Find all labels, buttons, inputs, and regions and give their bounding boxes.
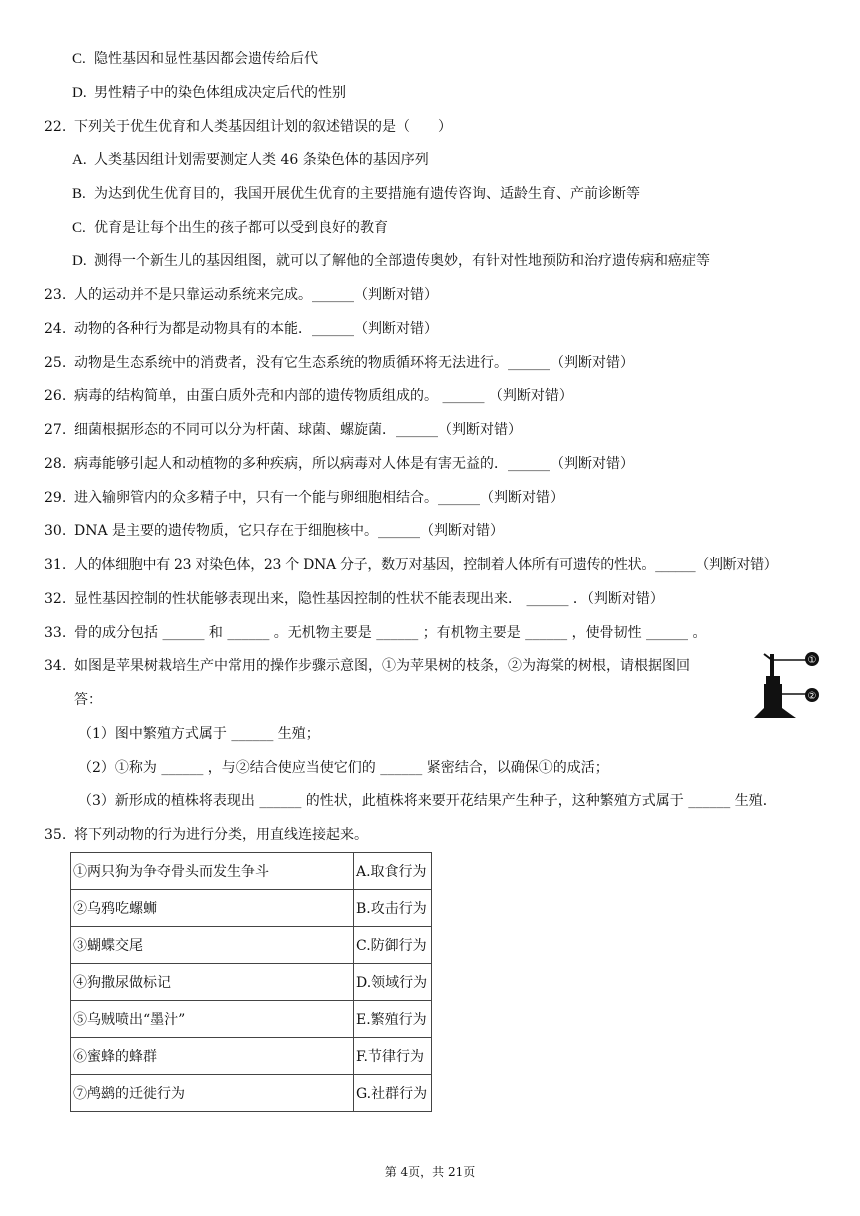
subquestion-text: （3）新形成的植株将表现出 ______ 的性状，此植株将来要开花结果产生种子，这种繁殖方式属于 ______ 生殖． — [78, 793, 777, 809]
table-row — [71, 853, 432, 890]
roots — [754, 708, 796, 718]
question-number: 26. — [44, 388, 67, 404]
question-text: 动物的各种行为都是动物具有的本能．______（判断对错） — [74, 321, 438, 337]
question-text: 动物是生态系统中的消费者，没有它生态系统的物质循环将无法进行。______（判断对错） — [74, 355, 634, 371]
page-footer: 第 4页，共 21页 — [384, 1165, 476, 1179]
category-cell: A.取食行为 — [354, 853, 432, 890]
question-number: 29. — [44, 490, 67, 506]
table-row — [71, 1075, 432, 1112]
behavior-cell: ⑤乌贼喷出“墨汁” — [71, 1001, 354, 1038]
question-number: 25. — [44, 355, 67, 371]
option-letter: C. — [72, 51, 86, 67]
question-text: 骨的成分包括 ______ 和 ______ 。无机物主要是 ______ ；有机物主要是 ______ ，使骨韧性 ______ 。 — [74, 625, 707, 641]
question-stem: 下列关于优生优育和人类基因组计划的叙述错误的是（ ） — [74, 119, 452, 135]
option-text: 人类基因组计划需要测定人类 46 条染色体的基因序列 — [94, 152, 429, 168]
behavior-cell: ④狗撒尿做标记 — [71, 964, 354, 1001]
question-number: 23. — [44, 287, 67, 303]
option-text: 男性精子中的染色体组成决定后代的性别 — [94, 85, 346, 101]
question-stem: 如图是苹果树栽培生产中常用的操作步骤示意图，①为苹果树的枝条，②为海棠的树根，请根据图回 — [74, 658, 690, 674]
option-letter: D. — [72, 85, 87, 101]
question-number: 22. — [44, 119, 67, 135]
behavior-cell: ②乌鸦吃螺蛳 — [71, 890, 354, 927]
option-letter: D. — [72, 253, 87, 269]
grafting-figure — [750, 650, 822, 720]
question-text: 人的体细胞中有 23 对染色体，23 个 DNA 分子，数万对基因，控制着人体所有可遗传的性状。______（判断对错） — [74, 557, 778, 573]
category-cell: B.攻击行为 — [354, 890, 432, 927]
option-text: 测得一个新生儿的基因组图，就可以了解他的全部遗传奥妙，有针对性地预防和治疗遗传病和癌症等 — [94, 253, 710, 269]
behavior-cell: ⑥蜜蜂的蜂群 — [71, 1038, 354, 1075]
option-text: 优育是让每个出生的孩子都可以受到良好的教育 — [94, 220, 388, 236]
category-cell: D.领域行为 — [354, 964, 432, 1001]
question-text: 病毒能够引起人和动植物的多种疾病，所以病毒对人体是有害无益的．______（判断对错） — [74, 456, 634, 472]
table-row — [71, 964, 432, 1001]
question-number: 31. — [44, 557, 67, 573]
question-number: 30. — [44, 523, 67, 539]
question-number: 24. — [44, 321, 67, 337]
question-text: 显性基因控制的性状能够表现出来，隐性基因控制的性状不能表现出来． ______ ．（判断对错） — [74, 591, 664, 607]
question-number: 27. — [44, 422, 67, 438]
table-row — [71, 927, 432, 964]
question-text: 进入输卵管内的众多精子中，只有一个能与卵细胞相结合。______（判断对错） — [74, 490, 564, 506]
matching-table — [70, 852, 432, 1112]
rootstock — [764, 684, 782, 710]
option-letter: C. — [72, 220, 86, 236]
option-text: 隐性基因和显性基因都会遗传给后代 — [94, 51, 318, 67]
option-letter: B. — [72, 186, 86, 202]
category-cell: E.繁殖行为 — [354, 1001, 432, 1038]
subquestion-text: （2）①称为 ______ ，与②结合使应当使它们的 ______ 紧密结合，以确保①的成活； — [78, 760, 609, 776]
option-letter: A. — [72, 152, 87, 168]
table-row — [71, 1038, 432, 1075]
question-text: 细菌根据形态的不同可以分为杆菌、球菌、螺旋菌．______（判断对错） — [74, 422, 522, 438]
table-row — [71, 1001, 432, 1038]
behavior-cell: ①两只狗为争夺骨头而发生争斗 — [71, 853, 354, 890]
question-number: 34. — [44, 658, 67, 674]
question-number: 28. — [44, 456, 67, 472]
question-number: 32. — [44, 591, 67, 607]
category-cell: F.节律行为 — [354, 1038, 432, 1075]
option-text: 为达到优生优育目的，我国开展优生优育的主要措施有遗传咨询、适龄生育、产前诊断等 — [94, 186, 640, 202]
category-cell: C.防御行为 — [354, 927, 432, 964]
question-stem: 将下列动物的行为进行分类，用直线连接起来。 — [74, 827, 368, 843]
category-cell: G.社群行为 — [354, 1075, 432, 1112]
question-text: 人的运动并不是只靠运动系统来完成。______（判断对错） — [74, 287, 438, 303]
label-1: ① — [807, 655, 817, 666]
question-text: 病毒的结构简单，由蛋白质外壳和内部的遗传物质组成的。 ______ （判断对错） — [74, 388, 573, 404]
question-text: DNA 是主要的遗传物质，它只存在于细胞核中。______（判断对错） — [74, 523, 505, 539]
subquestion-text: （1）图中繁殖方式属于 ______ 生殖； — [78, 726, 320, 742]
table-row — [71, 890, 432, 927]
behavior-cell: ③蝴蝶交尾 — [71, 927, 354, 964]
question-number: 35. — [44, 827, 67, 843]
question-stem: 答： — [74, 692, 102, 708]
question-number: 33. — [44, 625, 67, 641]
behavior-cell: ⑦鸬鹚的迁徙行为 — [71, 1075, 354, 1112]
label-2: ② — [807, 691, 817, 702]
